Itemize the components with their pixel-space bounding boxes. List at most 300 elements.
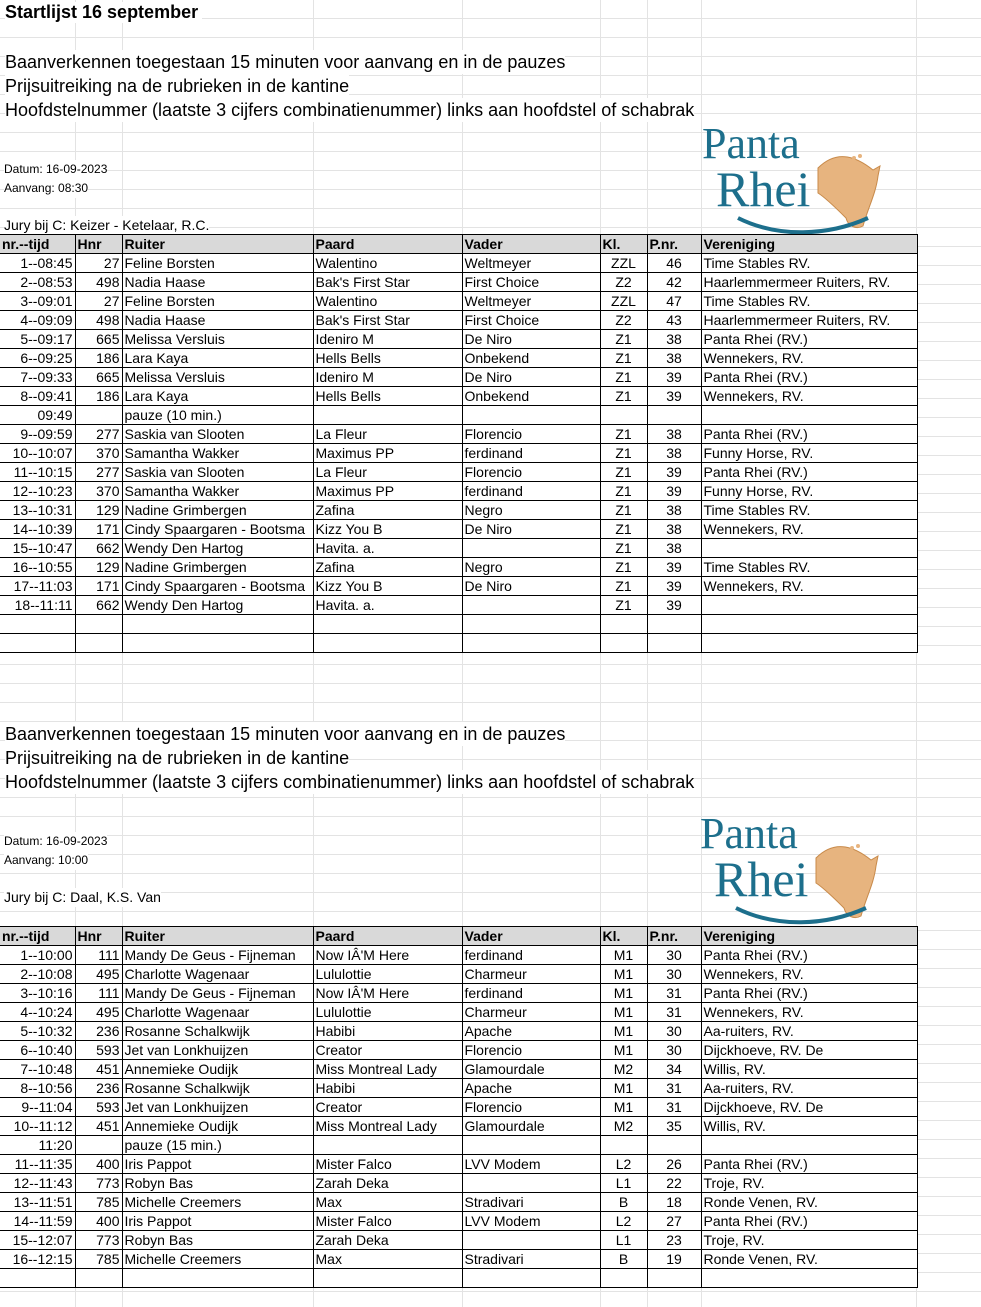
cell-ruiter: Lara Kaya bbox=[122, 349, 313, 368]
col-header-hnr: Hnr bbox=[75, 927, 122, 946]
cell-paard: Miss Montreal Lady bbox=[313, 1060, 462, 1079]
cell-nr-tijd: 5--09:17 bbox=[0, 330, 75, 349]
cell-klasse: Z2 bbox=[600, 311, 647, 330]
cell-ruiter: Iris Pappot bbox=[122, 1212, 313, 1231]
cell-vereniging: Wennekers, RV. bbox=[701, 520, 917, 539]
cell-nr-tijd: 11--11:35 bbox=[0, 1155, 75, 1174]
cell-ruiter: pauze (15 min.) bbox=[122, 1136, 313, 1155]
table-row bbox=[0, 984, 917, 1003]
cell-nr-tijd: 9--09:59 bbox=[0, 425, 75, 444]
cell-vereniging bbox=[701, 539, 917, 558]
cell-vader: LVV Modem bbox=[462, 1155, 600, 1174]
cell-vereniging: Panta Rhei (RV.) bbox=[701, 425, 917, 444]
cell-paard: Bak's First Star bbox=[313, 311, 462, 330]
cell-paard: Maximus PP bbox=[313, 444, 462, 463]
table-row bbox=[0, 292, 917, 311]
cell-paard: Walentino bbox=[313, 254, 462, 273]
cell-klasse: Z1 bbox=[600, 425, 647, 444]
cell-nr-tijd: 6--10:40 bbox=[0, 1041, 75, 1060]
cell-vereniging: Time Stables RV. bbox=[701, 292, 917, 311]
start-list-table-1 bbox=[0, 234, 918, 653]
cell-vader: Charmeur bbox=[462, 1003, 600, 1022]
cell-klasse: M2 bbox=[600, 1117, 647, 1136]
cell-paard: Now IÂ'M Here bbox=[313, 946, 462, 965]
cell-hnr: 498 bbox=[75, 311, 122, 330]
cell-nr-tijd: 18--11:11 bbox=[0, 596, 75, 615]
cell-vader: Apache bbox=[462, 1079, 600, 1098]
cell-klasse: L1 bbox=[600, 1174, 647, 1193]
cell-klasse: B bbox=[600, 1250, 647, 1269]
cell-ruiter: Iris Pappot bbox=[122, 1155, 313, 1174]
cell-nr-tijd: 4--09:09 bbox=[0, 311, 75, 330]
cell-vereniging: Aa-ruiters, RV. bbox=[701, 1079, 917, 1098]
cell-klasse: ZZL bbox=[600, 254, 647, 273]
cell-vereniging: Panta Rhei (RV.) bbox=[701, 368, 917, 387]
col-header-vader: Vader bbox=[462, 235, 600, 254]
cell-klasse: M2 bbox=[600, 1060, 647, 1079]
table-row bbox=[0, 482, 917, 501]
cell-vader bbox=[462, 1231, 600, 1250]
cell-nr-tijd: 4--10:24 bbox=[0, 1003, 75, 1022]
cell-klasse: M1 bbox=[600, 984, 647, 1003]
cell-nr-tijd: 11:20 bbox=[0, 1136, 75, 1155]
cell-ruiter: Rosanne Schalkwijk bbox=[122, 1022, 313, 1041]
table-row bbox=[0, 1250, 917, 1269]
cell-paard: Ideniro M bbox=[313, 368, 462, 387]
cell-klasse: L1 bbox=[600, 1231, 647, 1250]
cell-ruiter bbox=[122, 1269, 313, 1288]
info-line-prize: Prijsuitreiking na de rubrieken in de kantine bbox=[5, 748, 350, 768]
info-line-course-walk: Baanverkennen toegestaan 15 minuten voor aanvang en in de pauzes bbox=[5, 724, 566, 744]
cell-vader: De Niro bbox=[462, 330, 600, 349]
col-header-nr: nr.--tijd bbox=[0, 235, 75, 254]
cell-pnr: 30 bbox=[647, 965, 701, 984]
cell-hnr: 277 bbox=[75, 463, 122, 482]
table-row bbox=[0, 1060, 917, 1079]
cell-klasse: L2 bbox=[600, 1212, 647, 1231]
cell-hnr bbox=[75, 406, 122, 425]
cell-klasse: B bbox=[600, 1193, 647, 1212]
table-row bbox=[0, 349, 917, 368]
cell-vereniging: Willis, RV. bbox=[701, 1060, 917, 1079]
cell-paard bbox=[313, 1136, 462, 1155]
cell-hnr: 186 bbox=[75, 387, 122, 406]
cell-vader bbox=[462, 539, 600, 558]
cell-paard: Hells Bells bbox=[313, 349, 462, 368]
cell-hnr: 370 bbox=[75, 444, 122, 463]
cell-nr-tijd: 9--11:04 bbox=[0, 1098, 75, 1117]
cell-vader: Florencio bbox=[462, 425, 600, 444]
cell-paard: La Fleur bbox=[313, 425, 462, 444]
cell-klasse bbox=[600, 406, 647, 425]
info-line-course-walk: Baanverkennen toegestaan 15 minuten voor aanvang en in de pauzes bbox=[5, 52, 566, 72]
cell-nr-tijd: 15--12:07 bbox=[0, 1231, 75, 1250]
cell-vader: Negro bbox=[462, 558, 600, 577]
cell-vereniging: Troje, RV. bbox=[701, 1231, 917, 1250]
table-row bbox=[0, 1003, 917, 1022]
cell-hnr: 593 bbox=[75, 1098, 122, 1117]
table-row bbox=[0, 1098, 917, 1117]
cell-paard: Miss Montreal Lady bbox=[313, 1117, 462, 1136]
table-row bbox=[0, 596, 917, 615]
logo-dot bbox=[844, 850, 848, 854]
cell-vereniging: Aa-ruiters, RV. bbox=[701, 1022, 917, 1041]
cell-ruiter bbox=[122, 634, 313, 653]
cell-ruiter: Rosanne Schalkwijk bbox=[122, 1079, 313, 1098]
cell-vereniging bbox=[701, 406, 917, 425]
cell-nr-tijd: 17--11:03 bbox=[0, 577, 75, 596]
table-body bbox=[0, 946, 917, 1288]
cell-paard bbox=[313, 634, 462, 653]
cell-pnr: 18 bbox=[647, 1193, 701, 1212]
cell-ruiter: Mandy De Geus - Fijneman bbox=[122, 984, 313, 1003]
cell-hnr: 665 bbox=[75, 368, 122, 387]
cell-hnr: 451 bbox=[75, 1117, 122, 1136]
cell-klasse bbox=[600, 615, 647, 634]
cell-vereniging: Wennekers, RV. bbox=[701, 1003, 917, 1022]
cell-nr-tijd: 6--09:25 bbox=[0, 349, 75, 368]
cell-vereniging: Panta Rhei (RV.) bbox=[701, 1155, 917, 1174]
cell-nr-tijd: 1--10:00 bbox=[0, 946, 75, 965]
cell-hnr bbox=[75, 634, 122, 653]
cell-vereniging: Wennekers, RV. bbox=[701, 349, 917, 368]
date-label: Datum: 16-09-2023 bbox=[4, 832, 107, 851]
cell-vereniging bbox=[701, 1136, 917, 1155]
jury-label: Jury bij C: Daal, K.S. Van bbox=[4, 889, 161, 905]
table-row bbox=[0, 1269, 917, 1288]
table-row bbox=[0, 946, 917, 965]
cell-paard: Habibi bbox=[313, 1022, 462, 1041]
cell-ruiter: Nadia Haase bbox=[122, 311, 313, 330]
cell-paard: Zafina bbox=[313, 501, 462, 520]
cell-hnr: 171 bbox=[75, 520, 122, 539]
cell-ruiter: Michelle Creemers bbox=[122, 1250, 313, 1269]
col-header-ruiter: Ruiter bbox=[122, 235, 313, 254]
cell-vader: Stradivari bbox=[462, 1193, 600, 1212]
cell-klasse: Z2 bbox=[600, 273, 647, 292]
cell-vader: Onbekend bbox=[462, 387, 600, 406]
cell-vereniging: Willis, RV. bbox=[701, 1117, 917, 1136]
cell-vereniging: Time Stables RV. bbox=[701, 254, 917, 273]
cell-nr-tijd: 7--10:48 bbox=[0, 1060, 75, 1079]
cell-ruiter: Samantha Wakker bbox=[122, 482, 313, 501]
cell-vader bbox=[462, 1174, 600, 1193]
table-row bbox=[0, 1155, 917, 1174]
table-row bbox=[0, 425, 917, 444]
cell-pnr bbox=[647, 615, 701, 634]
cell-hnr: 785 bbox=[75, 1250, 122, 1269]
cell-vereniging: Haarlemmermeer Ruiters, RV. bbox=[701, 311, 917, 330]
cell-vereniging: Funny Horse, RV. bbox=[701, 444, 917, 463]
table-row bbox=[0, 1174, 917, 1193]
table-row bbox=[0, 1231, 917, 1250]
cell-ruiter: Wendy Den Hartog bbox=[122, 596, 313, 615]
cell-nr-tijd: 2--10:08 bbox=[0, 965, 75, 984]
cell-hnr bbox=[75, 1136, 122, 1155]
cell-pnr bbox=[647, 1136, 701, 1155]
cell-klasse: Z1 bbox=[600, 520, 647, 539]
cell-paard: Zafina bbox=[313, 558, 462, 577]
cell-nr-tijd: 14--11:59 bbox=[0, 1212, 75, 1231]
cell-paard: La Fleur bbox=[313, 463, 462, 482]
cell-klasse: ZZL bbox=[600, 292, 647, 311]
cell-pnr: 46 bbox=[647, 254, 701, 273]
cell-nr-tijd: 15--10:47 bbox=[0, 539, 75, 558]
cell-klasse: Z1 bbox=[600, 539, 647, 558]
cell-pnr: 31 bbox=[647, 984, 701, 1003]
cell-klasse: M1 bbox=[600, 1098, 647, 1117]
cell-paard: Hells Bells bbox=[313, 387, 462, 406]
cell-nr-tijd: 8--09:41 bbox=[0, 387, 75, 406]
col-header-vader: Vader bbox=[462, 927, 600, 946]
cell-klasse: Z1 bbox=[600, 463, 647, 482]
cell-vader: De Niro bbox=[462, 520, 600, 539]
cell-ruiter: Cindy Spaargaren - Bootsma bbox=[122, 520, 313, 539]
cell-ruiter: Annemieke Oudijk bbox=[122, 1060, 313, 1079]
cell-pnr: 30 bbox=[647, 1022, 701, 1041]
cell-hnr: 773 bbox=[75, 1231, 122, 1250]
cell-klasse: Z1 bbox=[600, 368, 647, 387]
table-row bbox=[0, 577, 917, 596]
table-row bbox=[0, 1212, 917, 1231]
cell-ruiter: Charlotte Wagenaar bbox=[122, 1003, 313, 1022]
cell-nr-tijd: 13--11:51 bbox=[0, 1193, 75, 1212]
cell-pnr: 34 bbox=[647, 1060, 701, 1079]
cell-klasse: M1 bbox=[600, 1022, 647, 1041]
col-header-paard: Paard bbox=[313, 235, 462, 254]
cell-klasse bbox=[600, 1269, 647, 1288]
cell-paard bbox=[313, 1269, 462, 1288]
cell-paard bbox=[313, 615, 462, 634]
cell-paard: Bak's First Star bbox=[313, 273, 462, 292]
cell-vader: First Choice bbox=[462, 273, 600, 292]
cell-hnr: 27 bbox=[75, 254, 122, 273]
cell-hnr: 111 bbox=[75, 946, 122, 965]
panta-rhei-logo bbox=[698, 118, 888, 238]
cell-ruiter bbox=[122, 615, 313, 634]
cell-pnr: 26 bbox=[647, 1155, 701, 1174]
cell-vader bbox=[462, 634, 600, 653]
cell-vader bbox=[462, 1269, 600, 1288]
cell-vereniging: Dijckhoeve, RV. De bbox=[701, 1041, 917, 1060]
cell-paard: Kizz You B bbox=[313, 577, 462, 596]
cell-pnr: 31 bbox=[647, 1003, 701, 1022]
cell-paard bbox=[313, 406, 462, 425]
cell-pnr: 38 bbox=[647, 501, 701, 520]
cell-ruiter: Robyn Bas bbox=[122, 1231, 313, 1250]
cell-pnr: 43 bbox=[647, 311, 701, 330]
cell-klasse: Z1 bbox=[600, 577, 647, 596]
cell-nr-tijd: 10--10:07 bbox=[0, 444, 75, 463]
cell-vader: Negro bbox=[462, 501, 600, 520]
logo-dot bbox=[858, 154, 862, 158]
cell-vereniging: Panta Rhei (RV.) bbox=[701, 330, 917, 349]
cell-hnr: 111 bbox=[75, 984, 122, 1003]
cell-vader: Glamourdale bbox=[462, 1117, 600, 1136]
cell-nr-tijd: 09:49 bbox=[0, 406, 75, 425]
cell-klasse: Z1 bbox=[600, 596, 647, 615]
cell-klasse: Z1 bbox=[600, 349, 647, 368]
cell-klasse: Z1 bbox=[600, 501, 647, 520]
cell-ruiter: Nadine Grimbergen bbox=[122, 501, 313, 520]
cell-klasse: Z1 bbox=[600, 444, 647, 463]
cell-paard: Lululottie bbox=[313, 1003, 462, 1022]
cell-vader: ferdinand bbox=[462, 984, 600, 1003]
cell-pnr: 30 bbox=[647, 1041, 701, 1060]
cell-paard: Now IÂ'M Here bbox=[313, 984, 462, 1003]
cell-vereniging: Ronde Venen, RV. bbox=[701, 1193, 917, 1212]
cell-pnr: 22 bbox=[647, 1174, 701, 1193]
cell-ruiter: Nadine Grimbergen bbox=[122, 558, 313, 577]
cell-ruiter: Jet van Lonkhuijzen bbox=[122, 1098, 313, 1117]
cell-vereniging: Time Stables RV. bbox=[701, 501, 917, 520]
cell-pnr: 39 bbox=[647, 368, 701, 387]
table-row bbox=[0, 311, 917, 330]
cell-paard: Havita. a. bbox=[313, 596, 462, 615]
cell-klasse: Z1 bbox=[600, 330, 647, 349]
cell-vader: De Niro bbox=[462, 368, 600, 387]
cell-ruiter: Annemieke Oudijk bbox=[122, 1117, 313, 1136]
cell-vereniging: Ronde Venen, RV. bbox=[701, 1250, 917, 1269]
col-header-pnr: P.nr. bbox=[647, 927, 701, 946]
cell-vader: ferdinand bbox=[462, 444, 600, 463]
cell-nr-tijd bbox=[0, 615, 75, 634]
logo-text-panta: Panta bbox=[700, 809, 798, 858]
col-header-vereniging: Vereniging bbox=[701, 235, 917, 254]
cell-vereniging bbox=[701, 615, 917, 634]
cell-pnr: 38 bbox=[647, 349, 701, 368]
cell-vader: LVV Modem bbox=[462, 1212, 600, 1231]
cell-vader: Charmeur bbox=[462, 965, 600, 984]
logo-text-rhei: Rhei bbox=[714, 851, 809, 907]
cell-paard: Kizz You B bbox=[313, 520, 462, 539]
cell-pnr: 38 bbox=[647, 539, 701, 558]
cell-vereniging: Panta Rhei (RV.) bbox=[701, 946, 917, 965]
cell-pnr: 23 bbox=[647, 1231, 701, 1250]
cell-vader bbox=[462, 596, 600, 615]
table-row bbox=[0, 634, 917, 653]
cell-vader: Glamourdale bbox=[462, 1060, 600, 1079]
cell-vader: Apache bbox=[462, 1022, 600, 1041]
cell-ruiter: Cindy Spaargaren - Bootsma bbox=[122, 577, 313, 596]
cell-hnr: 773 bbox=[75, 1174, 122, 1193]
cell-hnr: 495 bbox=[75, 1003, 122, 1022]
cell-vereniging: Panta Rhei (RV.) bbox=[701, 463, 917, 482]
table-row bbox=[0, 406, 917, 425]
cell-paard: Zarah Deka bbox=[313, 1231, 462, 1250]
table-row bbox=[0, 273, 917, 292]
cell-pnr: 39 bbox=[647, 577, 701, 596]
page-title: Startlijst 16 september bbox=[5, 2, 202, 23]
cell-vereniging: Wennekers, RV. bbox=[701, 387, 917, 406]
cell-nr-tijd: 12--10:23 bbox=[0, 482, 75, 501]
cell-ruiter: Nadia Haase bbox=[122, 273, 313, 292]
cell-pnr: 35 bbox=[647, 1117, 701, 1136]
table-row bbox=[0, 539, 917, 558]
cell-ruiter: Michelle Creemers bbox=[122, 1193, 313, 1212]
cell-vader: Weltmeyer bbox=[462, 292, 600, 311]
cell-hnr: 785 bbox=[75, 1193, 122, 1212]
cell-nr-tijd bbox=[0, 1269, 75, 1288]
cell-hnr: 662 bbox=[75, 539, 122, 558]
col-header-nr: nr.--tijd bbox=[0, 927, 75, 946]
cell-paard: Mister Falco bbox=[313, 1212, 462, 1231]
cell-klasse: M1 bbox=[600, 946, 647, 965]
table-row bbox=[0, 965, 917, 984]
date-label: Datum: 16-09-2023 bbox=[4, 160, 107, 179]
cell-vader: Florencio bbox=[462, 1098, 600, 1117]
cell-klasse bbox=[600, 634, 647, 653]
cell-pnr: 47 bbox=[647, 292, 701, 311]
cell-hnr: 370 bbox=[75, 482, 122, 501]
logo-text-rhei: Rhei bbox=[716, 161, 811, 217]
cell-paard: Maximus PP bbox=[313, 482, 462, 501]
cell-pnr: 19 bbox=[647, 1250, 701, 1269]
cell-nr-tijd: 10--11:12 bbox=[0, 1117, 75, 1136]
cell-ruiter: Feline Borsten bbox=[122, 254, 313, 273]
cell-vereniging: Time Stables RV. bbox=[701, 558, 917, 577]
cell-hnr: 495 bbox=[75, 965, 122, 984]
cell-hnr: 129 bbox=[75, 558, 122, 577]
table-body bbox=[0, 254, 917, 653]
cell-klasse: Z1 bbox=[600, 482, 647, 501]
table-row bbox=[0, 444, 917, 463]
cell-klasse: M1 bbox=[600, 1079, 647, 1098]
cell-pnr: 39 bbox=[647, 596, 701, 615]
col-header-ruiter: Ruiter bbox=[122, 927, 313, 946]
cell-nr-tijd: 1--08:45 bbox=[0, 254, 75, 273]
cell-ruiter: Melissa Versluis bbox=[122, 330, 313, 349]
cell-vader bbox=[462, 615, 600, 634]
horse-head-shape bbox=[818, 157, 880, 228]
panta-rhei-logo bbox=[696, 808, 886, 928]
cell-hnr: 236 bbox=[75, 1079, 122, 1098]
cell-nr-tijd: 11--10:15 bbox=[0, 463, 75, 482]
info-line-bridle-number: Hoofdstelnummer (laatste 3 cijfers combinatienummer) links aan hoofdstel of schabrak bbox=[5, 100, 695, 120]
cell-hnr bbox=[75, 1269, 122, 1288]
table-row bbox=[0, 1117, 917, 1136]
cell-nr-tijd: 12--11:43 bbox=[0, 1174, 75, 1193]
table-row bbox=[0, 1041, 917, 1060]
cell-vereniging: Panta Rhei (RV.) bbox=[701, 984, 917, 1003]
cell-vader: Weltmeyer bbox=[462, 254, 600, 273]
cell-pnr: 38 bbox=[647, 444, 701, 463]
info-line-prize: Prijsuitreiking na de rubrieken in de kantine bbox=[5, 76, 350, 96]
cell-vader: ferdinand bbox=[462, 946, 600, 965]
cell-pnr: 38 bbox=[647, 330, 701, 349]
cell-pnr: 31 bbox=[647, 1098, 701, 1117]
cell-hnr: 277 bbox=[75, 425, 122, 444]
cell-ruiter: Saskia van Slooten bbox=[122, 463, 313, 482]
cell-hnr: 400 bbox=[75, 1155, 122, 1174]
cell-nr-tijd: 5--10:32 bbox=[0, 1022, 75, 1041]
jury-label: Jury bij C: Keizer - Ketelaar, R.C. bbox=[4, 217, 210, 233]
cell-hnr: 498 bbox=[75, 273, 122, 292]
cell-pnr: 39 bbox=[647, 387, 701, 406]
table-row bbox=[0, 1193, 917, 1212]
table-row bbox=[0, 615, 917, 634]
cell-klasse: M1 bbox=[600, 1041, 647, 1060]
cell-hnr: 186 bbox=[75, 349, 122, 368]
cell-klasse bbox=[600, 1136, 647, 1155]
table-row bbox=[0, 520, 917, 539]
cell-ruiter: Robyn Bas bbox=[122, 1174, 313, 1193]
col-header-hnr: Hnr bbox=[75, 235, 122, 254]
cell-pnr: 39 bbox=[647, 463, 701, 482]
cell-hnr bbox=[75, 615, 122, 634]
cell-ruiter: Melissa Versluis bbox=[122, 368, 313, 387]
table-row bbox=[0, 330, 917, 349]
